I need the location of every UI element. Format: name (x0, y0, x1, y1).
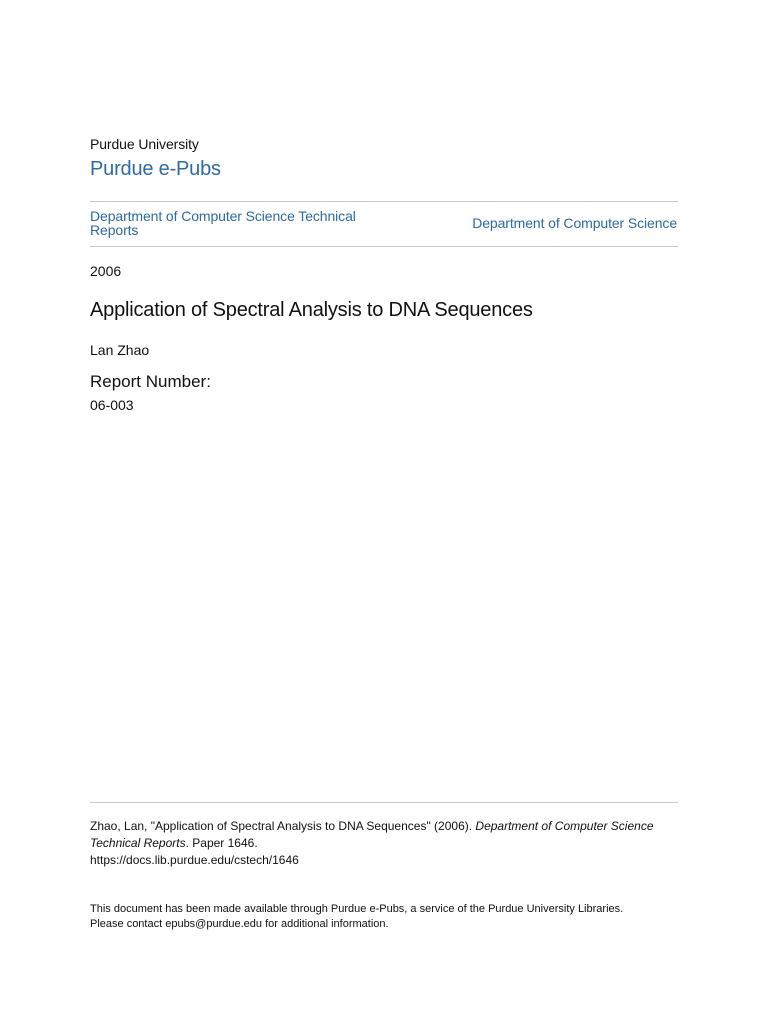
department-link[interactable]: Department of Computer Science (472, 215, 677, 231)
header-divider-top (90, 201, 678, 202)
citation-prefix: Zhao, Lan, "Application of Spectral Analysis to DNA Sequences" (2006). (90, 819, 476, 833)
repository-link[interactable]: Purdue e-Pubs (90, 158, 221, 180)
availability-notice (90, 902, 690, 931)
citation-url[interactable]: https://docs.lib.purdue.edu/cstech/1646 (90, 853, 299, 867)
paper-title: Application of Spectral Analysis to DNA Sequences (90, 299, 533, 321)
notice-line-2: Please contact epubs@purdue.edu for additional information. (90, 917, 389, 930)
citation-block (90, 818, 690, 869)
series-collection-link[interactable]: Department of Computer Science Technical Reports (90, 208, 356, 238)
publication-year: 2006 (90, 263, 122, 279)
footer-divider (90, 802, 678, 803)
report-number-label: Report Number: (90, 372, 211, 391)
report-number-value: 06-003 (90, 397, 134, 413)
header-divider-bottom (90, 246, 678, 247)
author-name: Lan Zhao (90, 342, 150, 358)
institution-name: Purdue University (90, 136, 199, 152)
citation-series: Department of Computer Science Technical Reports (90, 819, 654, 850)
citation-suffix: . Paper 1646. (185, 836, 258, 850)
notice-line-1: This document has been made available through Purdue e-Pubs, a service of the Purdue University Libraries. (90, 903, 624, 915)
